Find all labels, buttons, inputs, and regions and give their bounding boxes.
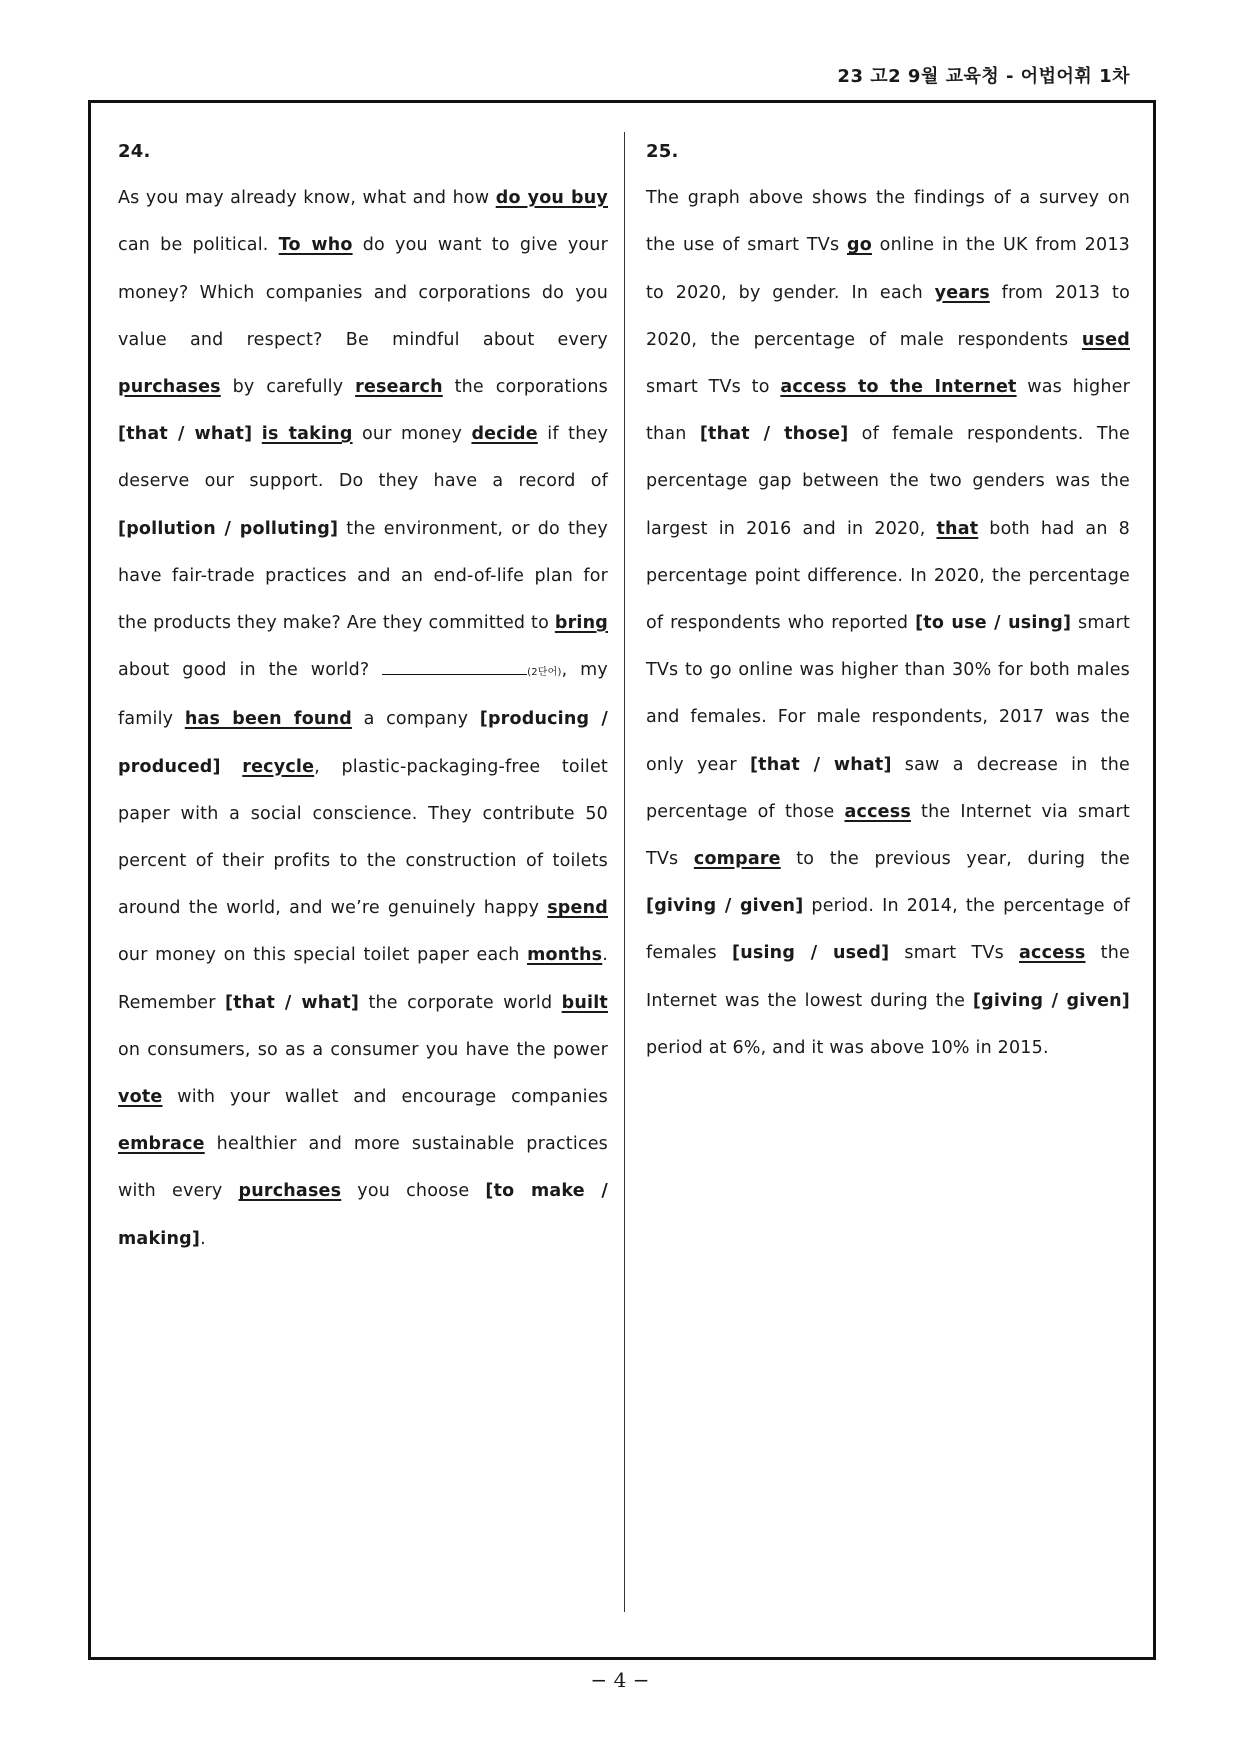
underlined-target: To who (278, 235, 353, 256)
underlined-target: access (1019, 943, 1086, 964)
underlined-target: used (1081, 329, 1130, 350)
choice-bracket: [that / those] (699, 424, 849, 445)
question-25 (646, 128, 1130, 1072)
underlined-target: is taking (261, 424, 353, 445)
choice-bracket: [giving / given] (972, 990, 1130, 1011)
underlined-target: built (561, 992, 608, 1013)
question-24-passage: As you may already know, what and how do you buy can be political. To who do you want to give your money? Which companies and corporations do you value and respect? Be mindful about every purchases by carefully research the corporations [that / what] is taking our money decide if they deserve our support. Do they have a record of [pollution / polluting] the environment, or do they have fair-trade practices and an end-of-life plan for the products they make? Are they committed to bring about good in the world? (2단어), my family has been found a company [producing / produced] recycle, plastic-packaging-free toilet paper with a social conscience. They contribute 50 percent of their profits to the construction of toilets around the world, and we’re genuinely happy spend our money on this special toilet paper each months. Remember [that / what] the corporate world built on consumers, so as a consumer you have the power vote with your wallet and encourage companies embrace healthier and more sustainable practices with every purchases you choose [to make / making]. (118, 188, 609, 1249)
underlined-target: decide (471, 424, 538, 445)
choice-bracket: [that / what] (118, 424, 253, 445)
underlined-target: do you buy (495, 188, 608, 209)
question-number: 25. (646, 141, 679, 162)
choice-bracket: [giving / given] (646, 896, 804, 917)
choice-bracket: [to make / making] (118, 1181, 608, 1249)
question-25-passage: The graph above shows the findings of a survey on the use of smart TVs go online in the UK from 2013 to 2020, by gender. In each years from 2013 to 2020, the percentage of male respondents used smart TVs to access to the Internet was higher than [that / those] of female respondents. The percentage gap between the two genders was the largest in 2016 and in 2020, that both had an 8 percentage point difference. In 2020, the percentage of respondents who reported [to use / using] smart TVs to go online was higher than 30% for both males and females. For male respondents, 2017 was the only year [that / what] saw a decrease in the percentage of those access the Internet via smart TVs compare to the previous year, during the [giving / given] period. In 2014, the percentage of females [using / used] smart TVs access the Internet was the lowest during the [giving / given] period at 6%, and it was above 10% in 2015. (646, 188, 1131, 1058)
underlined-target: embrace (118, 1134, 205, 1155)
page-header: 23 고2 9월 교육청 - 어법어휘 1차 (837, 66, 1130, 87)
underlined-target: purchases (238, 1181, 342, 1202)
underlined-target: compare (693, 849, 781, 870)
answer-blank (382, 658, 527, 675)
underlined-target: access to the Internet (780, 377, 1017, 398)
underlined-target: recycle (242, 756, 315, 777)
underlined-target: go (847, 235, 872, 256)
choice-bracket: [pollution / polluting] (118, 518, 339, 539)
question-number: 24. (118, 141, 151, 162)
underlined-target: bring (554, 613, 608, 634)
choice-bracket: [to use / using] (915, 613, 1072, 634)
underlined-target: access (844, 801, 911, 822)
underlined-target: purchases (118, 377, 221, 398)
underlined-target: months (527, 945, 603, 966)
choice-bracket: [that / what] (749, 754, 892, 775)
choice-bracket: [using / used] (732, 943, 890, 964)
underlined-target: vote (118, 1087, 163, 1108)
page-number: − 4 − (590, 1668, 650, 1692)
underlined-target: spend (547, 898, 608, 919)
column-divider (624, 132, 625, 1612)
choice-bracket: [producing / produced] (118, 709, 608, 777)
question-24 (118, 128, 608, 1263)
word-count-hint: (2단어) (527, 667, 562, 679)
underlined-target: has been found (184, 709, 352, 730)
underlined-target: years (934, 282, 990, 303)
choice-bracket: [that / what] (225, 992, 360, 1013)
underlined-target: research (355, 377, 443, 398)
underlined-target: that (936, 518, 979, 539)
